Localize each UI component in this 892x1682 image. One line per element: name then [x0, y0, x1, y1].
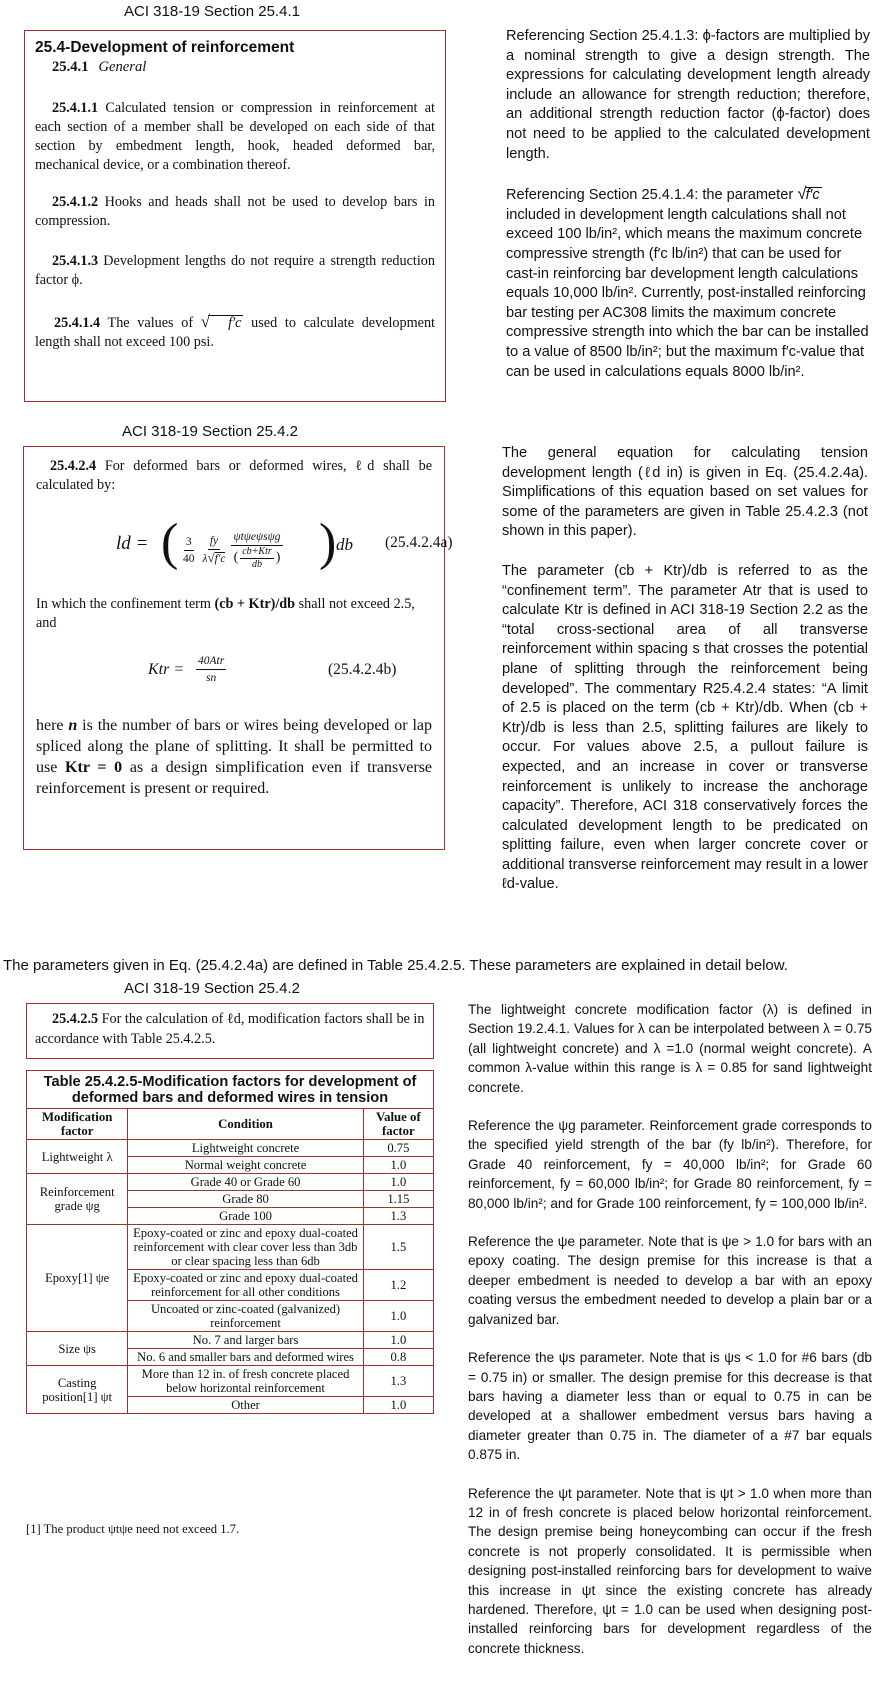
confinement-text: In which the confinement term (cb + Ktr)/db shall not exceed 2.5, and [36, 596, 415, 631]
value-cell: 1.15 [363, 1191, 433, 1208]
value-cell: 1.0 [363, 1332, 433, 1349]
condition-cell: Epoxy-coated or zinc and epoxy dual-coated reinforcement for all other conditions [128, 1270, 363, 1301]
clause-num: 25.4.1.1 [52, 100, 99, 116]
eq-a-lhs: ld = [116, 533, 149, 554]
eq-a-body [179, 529, 285, 571]
table-footnote: [1] The product ψtψe need not exceed 1.7. [26, 1522, 240, 1536]
clause-text: The values of [100, 315, 201, 331]
value-cell: 0.75 [363, 1140, 433, 1157]
value-cell: 1.2 [363, 1270, 433, 1301]
right2-para1: The general equation for calculating tension development length (ℓd in) is given in Eq. (25.4.2.4a). Simplifications of this equation based on set values for some of the parameters are given in Table 25.4.2.3 (not shown in this paper). [502, 445, 868, 540]
right1-para2: Referencing Section 25.4.1.4: the parameter √f′c included in development length calculations shall not exceed 100 lb/in², which means the maximum concrete compressive strength (f′c lb/in²) that can be used for cast-in reinforcing bar development length calculations equals 10,000 lb/in². Currently, post-installed reinforcing bar testing per AC308 limits the maximum concrete compressive strength into which the bar can be installed to a value of 8500 lb/in²; but the maximum f′c-value that can be used in calculations equals 8000 lb/in². [506, 184, 869, 380]
value-cell: 1.5 [363, 1225, 433, 1270]
factor-cell: Epoxy[1] ψe [27, 1225, 128, 1332]
eq-a-label: (25.4.2.4a) [385, 534, 453, 551]
clause-num: 25.4.1.2 [52, 194, 99, 210]
table-header: Condition [128, 1109, 363, 1140]
value-cell: 1.0 [363, 1301, 433, 1332]
value-cell: 0.8 [363, 1349, 433, 1366]
left-paren-icon: ( [161, 514, 179, 571]
factor-cell: Reinforcement grade ψg [27, 1174, 128, 1225]
condition-cell: Uncoated or zinc-coated (galvanized) reinforcement [128, 1301, 363, 1332]
here-text: here n is the number of bars or wires being developed or lap spliced along the plane of splitting. It shall be permitted to use Ktr = 0 as a design simplification even if transverse reinforcement is present or required. [36, 717, 433, 797]
value-cell: 1.0 [363, 1157, 433, 1174]
equation-25-4-2-4b [36, 647, 432, 697]
equation-25-4-2-4a [36, 513, 453, 585]
clause-num: 25.4.2.4 [50, 458, 97, 474]
table-title: Table 25.4.2.5-Modification factors for development of deformed bars and deformed wires in tension [27, 1071, 433, 1109]
clause-num: 25.4.2.5 [52, 1011, 99, 1027]
table-row [27, 1366, 433, 1397]
clause-text: Calculated tension or compression in reinforcement at each section of a member shall be developed on each side of that section by embedment length, hook, headed deformed bar, mechanical device, or a combination thereof. [35, 100, 435, 173]
section3-code-box [26, 1003, 434, 1059]
table-row [27, 1332, 433, 1349]
eq-a-frac-psi: ψtψeψsψg ( $\frac{\text{cb+Ktr}}{db}$ ) [233, 531, 281, 570]
condition-cell: Normal weight concrete [128, 1157, 363, 1174]
condition-cell: Other [128, 1397, 363, 1414]
clause-num: 25.4.1.3 [52, 253, 99, 269]
table-row [27, 1225, 433, 1270]
table-row [27, 1140, 433, 1157]
right1-column [506, 27, 870, 382]
clause-25-4-2-5 [35, 1009, 425, 1049]
right3-para5: Reference the ψt parameter. Note that is ψt > 1.0 when more than 12 in of fresh concrete is placed below horizontal reinforcement. The design premise being honeycombing can occur if the fresh concrete is not properly consolidated. It is permissible when designing post-installed reinforcing bars for development to waive this increase in ψt since the existing concrete has already hardened. Therefore, ψt = 1.0 can be used when designing post-installed reinforcing bars for development regardless of the concrete thickness. [468, 1485, 872, 1656]
section1-code-box [24, 30, 446, 402]
clause-num: 25.4.1.4 [54, 315, 101, 331]
sqrt-content: f′c [208, 315, 243, 331]
right3-para2: Reference the ψg parameter. Reinforcement grade corresponds to the specified yield strength of the bar (fy lb/in²). Therefore, for Grade 40 reinforcement, fy = 40,000 lb/in²; for Grade 60 reinforcement, fy = 60,000 lb/in²; for Grade 80 reinforcement, fy = 80,000 lb/in²; and for Grade 100 reinforcement, fy = 100,000 lb/in². [468, 1118, 872, 1211]
eq-b-lhs: Ktr = [148, 661, 185, 678]
clause-25-4-1-2 [35, 193, 435, 231]
clause-25-4-1-3 [35, 252, 435, 290]
sqrt-content: f′c [805, 187, 820, 204]
clause-text: used to calculate development length shall not exceed 100 psi. [35, 315, 435, 350]
value-cell: 1.3 [363, 1366, 433, 1397]
right3-column [468, 1000, 872, 1658]
modification-factors-table [26, 1070, 434, 1414]
factor-cell: Lightweight λ [27, 1140, 128, 1174]
section2-code-box [23, 446, 453, 850]
section1-sub-num: 25.4.1 [52, 59, 89, 75]
table-header-row [27, 1109, 433, 1140]
clause-25-4-2-4 [36, 457, 432, 495]
right2-column [502, 444, 868, 895]
section1-subheading [52, 58, 435, 76]
section3-caption: ACI 318-19 Section 25.4.2 [124, 980, 300, 997]
right3-para1: The lightweight concrete modification factor (λ) is defined in Section 19.2.4.1. Values for λ can be interpolated between λ = 0.75 (all lightweight concrete) and λ =1.0 (normal weight concrete). A common λ-value within this range is λ = 0.85 for sand lightweight concrete. [468, 1002, 872, 1095]
clause-25-4-1-1 [35, 99, 435, 175]
sqrt-icon: √ [797, 184, 807, 204]
condition-cell: Epoxy-coated or zinc and epoxy dual-coated reinforcement with clear cover less than 3db or clear spacing less than 6db [128, 1225, 363, 1270]
mid-line: The parameters given in Eq. (25.4.2.4a) are defined in Table 25.4.2.5. These parameters are explained in detail below. [3, 957, 788, 974]
condition-cell: No. 6 and smaller bars and deformed wires [128, 1349, 363, 1366]
clause-text: For the calculation of ℓd, modification factors shall be in accordance with Table 25.4.2.5. [35, 1011, 425, 1047]
right3-para3: Reference the ψe parameter. Note that is ψe > 1.0 for bars with an epoxy coating. The design premise for this increase is that a deeper embedment is needed to develop a bar with an epoxy coating versus the embedment needed to develop a plain bar or a galvanized bar. [468, 1234, 872, 1327]
eq-a-frac-fy: $\frac{fy}{\lambda√f'c}$ [202, 535, 226, 565]
right3-para4: Reference the ψs parameter. Note that is ψs < 1.0 for #6 bars (db = 0.75 in) or smaller. The design premise for this decrease is that bars having a diameter less than or equal to 0.75 in can be developed at a shallower embedment versus bars having a diameter greater than 0.75 in. The diameter of a #7 bar equals 0.875 in. [468, 1350, 872, 1463]
section1-heading: 25.4-Development of reinforcement [35, 39, 295, 56]
value-cell: 1.0 [363, 1174, 433, 1191]
table-row [27, 1174, 433, 1191]
factor-cell: Size ψs [27, 1332, 128, 1366]
condition-cell: More than 12 in. of fresh concrete placed below horizontal reinforcement [128, 1366, 363, 1397]
right1-para1: Referencing Section 25.4.1.3: ϕ-factors are multiplied by a nominal strength to give a design strength. The expressions for calculating development length already include an allowance for strength reduction; therefore, an additional strength reduction factor (ϕ-factor) does not need to be applied to the calculated development length. [506, 28, 870, 162]
clause-25-4-1-4 [35, 312, 435, 352]
eq-a-db: db [336, 535, 353, 554]
condition-cell: Lightweight concrete [128, 1140, 363, 1157]
eq-a-frac-3-40: $\frac{3}{40}$ [183, 535, 195, 565]
condition-cell: No. 7 and larger bars [128, 1332, 363, 1349]
right-paren-icon: ) [319, 514, 337, 571]
condition-cell: Grade 40 or Grade 60 [128, 1174, 363, 1191]
value-cell: 1.3 [363, 1208, 433, 1225]
eq-b-frac: $\frac{\text{40Atr}}{sn}$ [198, 655, 225, 684]
value-cell: 1.0 [363, 1397, 433, 1414]
sqrt-icon: √ [200, 312, 211, 331]
right2-para2: The parameter (cb + Ktr)/db is referred to as the “confinement term”. The parameter Atr that is used to calculate Ktr is defined in ACI 318-19 Section 2.2 as the “total cross-sectional area of all transverse reinforcement within spacing s that crosses the potential plane of splitting through the reinforcement being developed”. The commentary R25.4.2.4 states: “A limit of 2.5 is placed on the term (cb + Ktr)/db. When (cb + Ktr)/db is less than 2.5, splitting failures are likely to occur. For values above 2.5, a pullout failure is expected, and an increase in cover or transverse reinforcement is unlikely to increase the anchorage capacity”. Therefore, ACI 318 conservatively forces the calculated development length to be predicated on splitting failure, even when larger concrete cover or additional transverse reinforcement may result in a lower ℓd-value. [502, 562, 868, 893]
table-header: Value of factor [363, 1109, 433, 1140]
section2-caption: ACI 318-19 Section 25.4.2 [122, 423, 298, 440]
section1-caption: ACI 318-19 Section 25.4.1 [124, 3, 300, 20]
table-header: Modification factor [27, 1109, 128, 1140]
condition-cell: Grade 80 [128, 1191, 363, 1208]
eq-b-label: (25.4.2.4b) [328, 661, 397, 678]
section1-sub-title: General [98, 59, 147, 75]
clause-text: For deformed bars or deformed wires, ℓd shall be calculated by: [36, 458, 432, 493]
condition-cell: Grade 100 [128, 1208, 363, 1225]
factor-cell: Casting position[1] ψt [27, 1366, 128, 1414]
clause-text: Hooks and heads shall not be used to develop bars in compression. [35, 194, 435, 229]
clause-text: Development lengths do not require a strength reduction factor ϕ. [35, 253, 435, 288]
table-grid [27, 1109, 433, 1413]
